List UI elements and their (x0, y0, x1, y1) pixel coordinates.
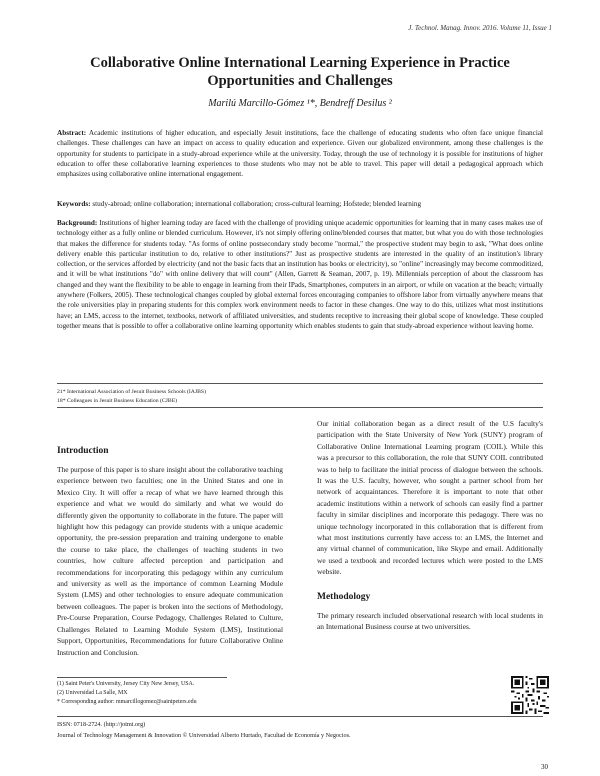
background-label: Background: (57, 219, 98, 227)
abstract-text: Academic institutions of higher education, and especially Jesuit institutions, face the challenge of educating students who often face unique financial challenges. These challenges can have an impact on access to quality education and experience. Given our globalized environment, among these challenges is the opportunity for students to participate in a study-abroad experience while at the university. Today, through the use of technology it is possible for institutions of higher education to offer these collaborative learning experiences to those students who may not be able to travel. This paper will detail a pedagogical approach which emphasizes using collaborative online international engagement. (57, 129, 544, 179)
keywords-text: study-abroad; online collaboration; international collaboration; cross-cultural learning; Hofstede; blended learning (92, 200, 422, 208)
divider (57, 383, 543, 384)
page-number: 30 (541, 763, 548, 771)
authors: Marilú Marcillo-Gómez ¹*, Bendreff Desilus ² (208, 98, 392, 109)
background (57, 218, 543, 331)
footnote-rule (57, 677, 227, 678)
abstract-label: Abstract: (57, 129, 87, 137)
journal-line: Journal of Technology Management & Innovation © Universidad Alberto Hurtado, Facultad de Economía y Negocios. (57, 732, 351, 739)
issn: ISSN: 0718-2724. (http://jotmi.org) (57, 721, 146, 728)
affiliation-1: 21* International Association of Jesuit Business Schools (IAJBS) (57, 389, 206, 395)
keywords-label: Keywords: (57, 200, 91, 208)
methodology-text: The primary research included observational research with local students in an International Business course at two universities. (317, 610, 543, 632)
footer-rule (57, 716, 543, 717)
keywords (57, 199, 543, 209)
running-head: J. Technol. Manag. Innov. 2016. Volume 11, Issue 1 (408, 24, 552, 32)
qr-code (511, 676, 549, 714)
introduction-heading: Introduction (57, 446, 109, 456)
footnote-3: * Corresponding author: mmarcillogomez@saintpeters.edu (57, 699, 197, 705)
methodology-heading: Methodology (317, 591, 371, 602)
footnote-2: (2) Universidad La Salle, MX (57, 690, 128, 696)
collaboration-text: Our initial collaboration began as a direct result of the U.S faculty's participation with the State University of New York (SUNY) program of Collaborative Online International Learning program (COIL). While this was a precursor to this collaboration, the role that SUNY COIL contributed was to help to facilitate the initial process of dialogue between the schools. It was the U.S. faculty, however, who sought a partner school from her network of acquaintances. Therefore it is important to note that other academic institutions within a network of schools can easily find a partner faculty in similar disciplines and incorporate this pedagogy. There was no unique technology incorporated in this collaboration that is different from what most institutions currently have access to: an LMS, the Internet and any virtual channel of communication, like Skype and email. Additionally we used a textbook and recorded lectures which were posted to the LMS website. (317, 419, 543, 577)
introduction-section (57, 446, 283, 658)
footnote-1: (1) Saint Peter's University, Jersey City New Jersey, USA. (57, 681, 195, 687)
abstract (57, 128, 543, 179)
background-text: Institutions of higher learning today are faced with the challenge of providing unique academic opportunities for learning that in many cases makes use of technology either as a fully online or blended curriculum. However, it's not simply offering online/blended courses that matter, but what you do with those technologies that makes the difference for students today. "As forms of online postsecondary study become "normal," the prospective student may begin to ask, "What does online delivery enable this particular institution to do, relative to other institutions?" Just as prospective students are interested in the quality of an institution's library collection, or the services afforded by electricity (and not the basic facts that an institution has books or electricity), so "online" increasingly may become commoditized, and it will be what institutions "do" with online delivery that will count" (Allen, Garrett & Seaman, 2007, p. 19). Millennials perception of about the classroom has changed and they want the flexibility to be able to engage in learning from their IPads, Smartphones, computers in an airport, or while on vacation at the beach; virtually anywhere (Folkers, 2005). These technological changes coupled by global external forces encouraging companies to offshore labor from virtually anywhere means that the role universities play in preparing students for this complex work environment needs to factor in these changes. One way to do this, utilizes what most institutions have; an LMS, access to the internet, textbooks, network of affiliated universities, and students receptive to increasing their global scope of knowledge. These coupled together means that is possible to offer a collaborative online learning opportunity which enables students to gain that study-abroad experience without leaving home. (57, 219, 543, 330)
paper-title: Collaborative Online International Learning Experience in Practice Opportunities and Challenges (90, 55, 510, 89)
introduction-text: The purpose of this paper is to share insight about the collaborative teaching experience between two faculties; one in the United States and one in Mexico City. It will offer a recap of what we have learned through this experience and what we would do similarly and what we would do differently given the opportunity to collaborate in the future. The paper will highlight how this pedagogy can provide students with a unique academic opportunity, the pre-session preparation and training undergone to enable the course to take place, the challenges of teaching students in two countries, how culture affected perception and participation and recommendations for incorporating this pedagogy within any curriculum and university as well as the importance of common Learning Module System (LMS) and other technologies to ensure adequate communication between colleagues. The paper is broken into the sections of Methodology, Pre-Course Preparation, Course Pedagogy, Challenges Related to Culture, Challenges Related to Learning Module System (LMS), Institutional Support, Opportunities, Recommendations for future Collaborative Online Instruction and Conclusion. (57, 465, 283, 657)
right-column (317, 418, 543, 633)
divider (57, 407, 543, 408)
affiliation-2: 18* Colleagues in Jesuit Business Education (CJBE) (57, 398, 178, 404)
